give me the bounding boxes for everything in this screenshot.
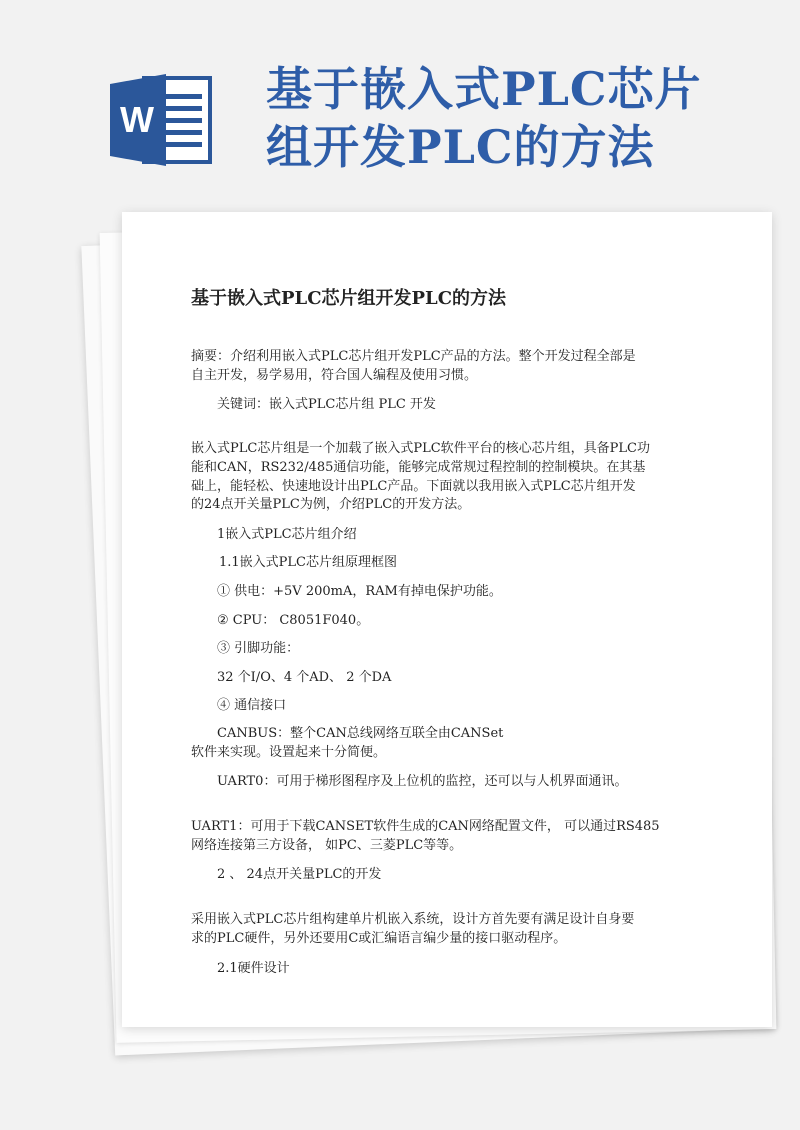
abstract-line-1: 摘要：介绍利用嵌入式PLC芯片组开发PLC产品的方法。整个开发过程全部是: [191, 349, 636, 364]
document-content: [122, 212, 772, 1027]
svg-text:W: W: [120, 99, 154, 140]
pin-counts-line: 32 个I/O、4 个AD、 2 个DA: [217, 670, 392, 685]
intro-line-1: 嵌入式PLC芯片组是一个加载了嵌入式PLC软件平台的核心芯片组，具备PLC功: [191, 441, 650, 456]
intro-line-4: 的24点开关量PLC为例，介绍PLC的开发方法。: [191, 497, 471, 512]
intro-line-2: 能和CAN，RS232/485通信功能，能够完成常规过程控制的控制模块。在其基: [191, 460, 646, 475]
list-item-pins: ③ 引脚功能：: [217, 641, 300, 656]
word-icon: [110, 72, 214, 168]
page-title-line-2: 组开发PLC的方法: [266, 120, 655, 174]
uart1-line-1: UART1：可用于下载CANSET软件生成的CAN网络配置文件， 可以通过RS485: [191, 819, 660, 834]
abstract-line-2: 自主开发，易学易用，符合国人编程及使用习惯。: [191, 368, 478, 383]
section-heading-2: 2 、 24点开关量PLC的开发: [217, 867, 382, 882]
page-title-line-1: 基于嵌入式PLC芯片: [266, 62, 702, 116]
canbus-line-1: CANBUS：整个CAN总线网络互联全由CANSet: [217, 726, 504, 741]
document-page: [122, 212, 772, 1027]
uart0-line: UART0：可用于梯形图程序及上位机的监控，还可以与人机界面通讯。: [217, 774, 628, 789]
subsection-heading-1-1: 1.1嵌入式PLC芯片组原理框图: [219, 555, 398, 570]
document-title: 基于嵌入式PLC芯片组开发PLC的方法: [191, 288, 507, 309]
list-item-cpu: ② CPU： C8051F040。: [217, 613, 370, 628]
design-line-1: 采用嵌入式PLC芯片组构建单片机嵌入系统，设计方首先要有满足设计自身要: [191, 912, 635, 927]
intro-line-3: 础上，能轻松、快速地设计出PLC产品。下面就以我用嵌入式PLC芯片组开发: [191, 479, 636, 494]
keywords-line: 关键词：嵌入式PLC芯片组 PLC 开发: [217, 397, 436, 412]
page-title: [266, 60, 786, 176]
section-heading-1: 1嵌入式PLC芯片组介绍: [217, 527, 357, 542]
list-item-power: ① 供电：+5V 200mA，RAM有掉电保护功能。: [217, 584, 502, 599]
list-item-comm: ④ 通信接口: [217, 698, 287, 713]
design-line-2: 求的PLC硬件，另外还要用C或汇编语言编少量的接口驱动程序。: [191, 931, 567, 946]
subsection-heading-2-1: 2.1硬件设计: [217, 961, 290, 976]
canbus-line-2: 软件来实现。设置起来十分简便。: [191, 745, 387, 760]
uart1-line-2: 网络连接第三方设备， 如PC、三菱PLC等等。: [191, 838, 463, 853]
